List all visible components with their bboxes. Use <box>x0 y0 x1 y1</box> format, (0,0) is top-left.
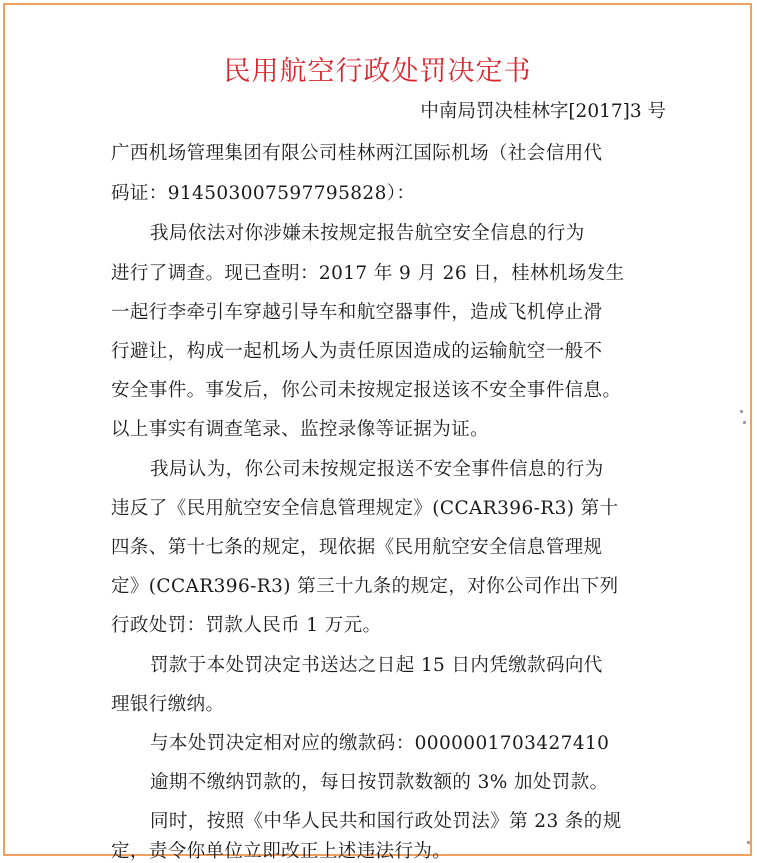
late-fee-line: 逾期不缴纳罚款的，每日按罚款数额的 3% 加处罚款。 <box>150 772 609 793</box>
scan-speck <box>743 421 746 424</box>
scan-speck <box>747 841 750 844</box>
scan-speck <box>740 410 743 413</box>
document-frame <box>3 3 752 862</box>
paragraph-3-line-1: 罚款于本处罚决定书送达之日起 15 日内凭缴款码向代 <box>150 655 603 676</box>
payment-code-line: 与本处罚决定相对应的缴款码：0000001703427410 <box>150 733 610 754</box>
paragraph-2-line-4: 定》(CCAR396-R3) 第三十九条的规定，对你公司作出下列 <box>111 576 619 597</box>
penalty-decision-document <box>5 5 750 862</box>
paragraph-1-line-5: 安全事件。事发后，你公司未按规定报送该不安全事件信息。 <box>111 380 622 401</box>
paragraph-1-line-4: 行避让，构成一起机场人为责任原因造成的运输航空一般不 <box>111 341 603 362</box>
paragraph-2-line-5: 行政处罚：罚款人民币 1 万元。 <box>111 615 382 636</box>
recipient-line-1: 广西机场管理集团有限公司桂林两江国际机场（社会信用代 <box>111 143 603 164</box>
paragraph-1-line-3: 一起行李牵引车穿越引导车和航空器事件，造成飞机停止滑 <box>111 302 603 323</box>
document-title: 民用航空行政处罚决定书 <box>223 56 532 87</box>
paragraph-4-line-1: 同时，按照《中华人民共和国行政处罚法》第 23 条的规 <box>150 811 622 832</box>
recipient-line-2: 码证：914503007597795828）： <box>111 183 416 204</box>
paragraph-1-line-6: 以上事实有调查笔录、监控录像等证据为证。 <box>111 419 490 440</box>
paragraph-2-line-1: 我局认为，你公司未按规定报送不安全事件信息的行为 <box>150 459 604 480</box>
document-number: 中南局罚决桂林字[2017]3 号 <box>420 101 666 122</box>
paragraph-2-line-2: 违反了《民用航空安全信息管理规定》(CCAR396-R3) 第十 <box>111 498 619 519</box>
paragraph-3-line-2: 理银行缴纳。 <box>111 694 225 715</box>
paragraph-2-line-3: 四条、第十七条的规定，现依据《民用航空安全信息管理规 <box>111 537 603 558</box>
paragraph-1-line-2: 进行了调查。现已查明：2017 年 9 月 26 日，桂林机场发生 <box>111 263 625 284</box>
paragraph-1-line-1: 我局依法对你涉嫌未按规定报告航空安全信息的行为 <box>150 223 585 244</box>
paragraph-4-line-2: 定，责令你单位立即改正上述违法行为。 <box>111 841 452 862</box>
